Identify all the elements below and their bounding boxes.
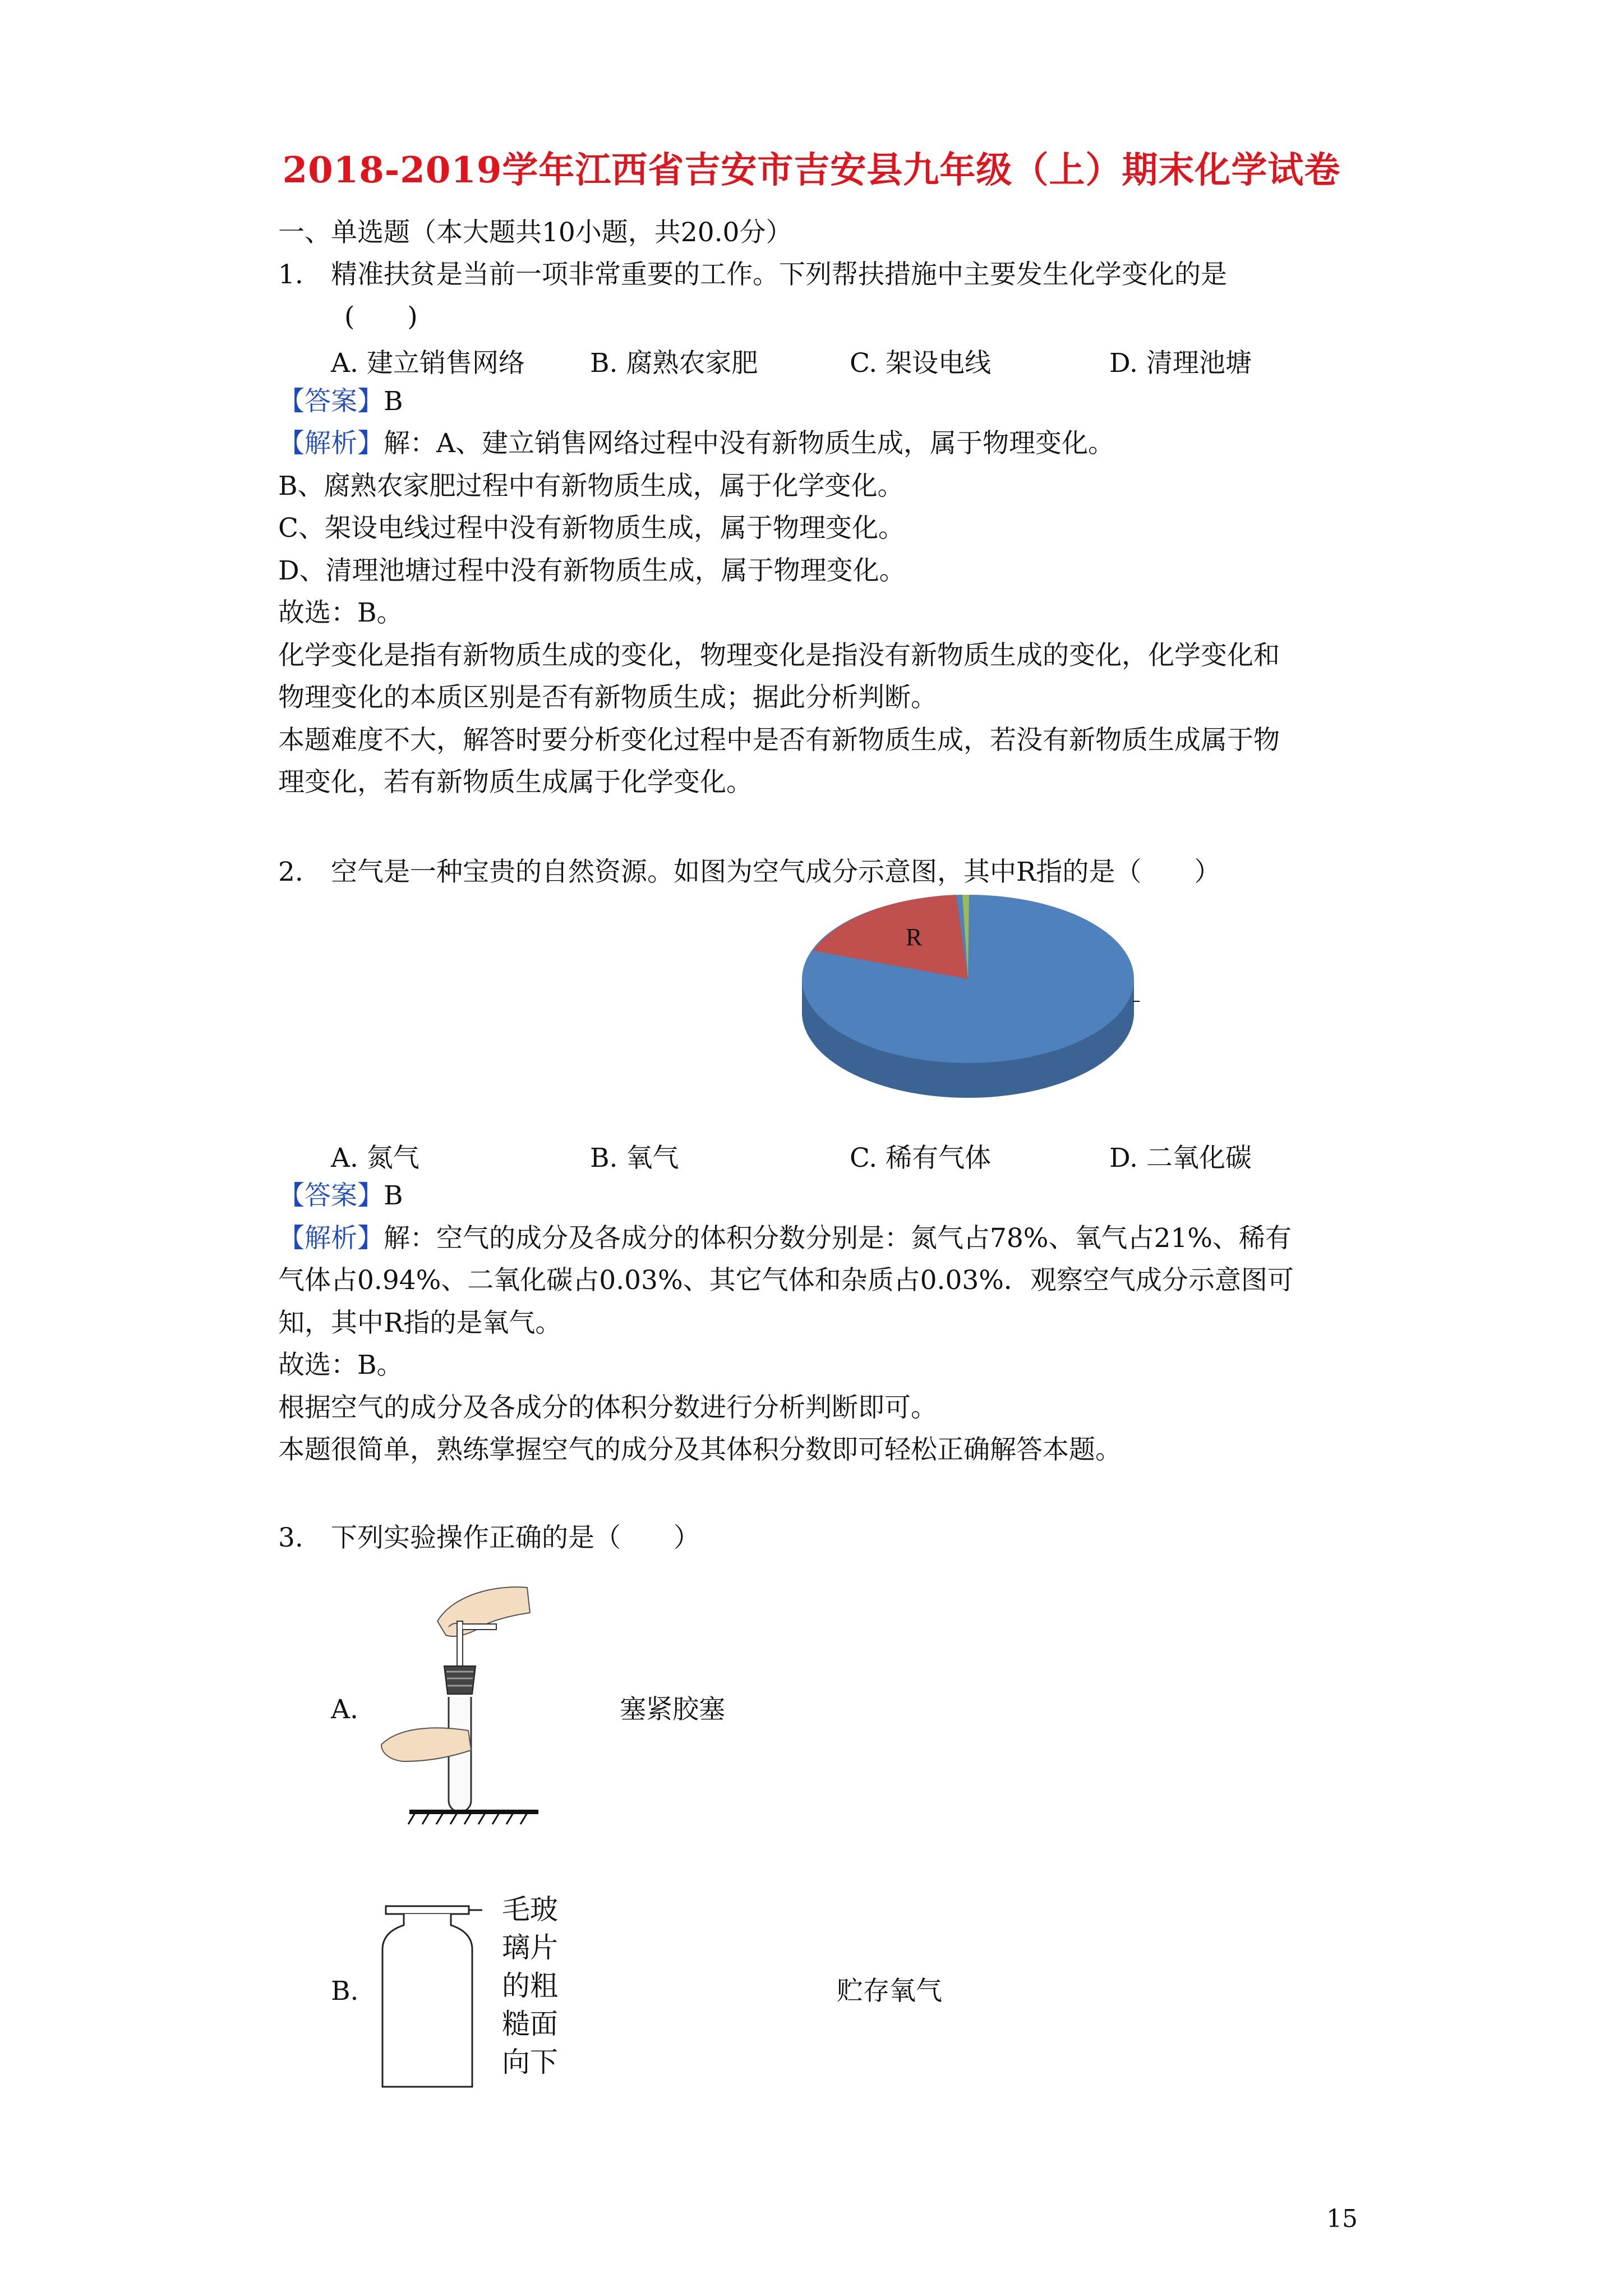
q3-option-a-letter: A. (331, 1694, 358, 1725)
q1-analysis-line: 理变化，若有新物质生成属于化学变化。 (278, 767, 753, 798)
q2-answer-row (278, 1179, 403, 1213)
q2-number: 2. (278, 857, 303, 887)
q3-option-a-text: 塞紧胶塞 (620, 1694, 725, 1725)
rubber-stopper-icon (444, 1666, 476, 1694)
q2-option-c: C. 稀有气体 (850, 1143, 992, 1174)
q2-analysis-row (278, 1222, 1292, 1255)
q1-analysis-row (278, 427, 1114, 461)
q1-option-b: B. 腐熟农家肥 (590, 348, 758, 379)
q3-option-b-letter: B. (331, 1976, 359, 2007)
annotation-line: 向下 (502, 2046, 558, 2078)
answer-label: 【答案】 (278, 1180, 384, 1211)
q2-analysis-line: 故选：B。 (278, 1350, 403, 1381)
q1-analysis-line: 物理变化的本质区别是否有新物质生成；据此分析判断。 (278, 682, 937, 713)
q2-analysis-line: 本题很简单，熟练掌握空气的成分及其体积分数即可轻松正确解答本题。 (278, 1434, 1122, 1465)
page-title: 2018-2019学年江西省吉安市吉安县九年级（上）期末化学试卷 (282, 149, 1341, 191)
q1-analysis-line: 化学变化是指有新物质生成的变化，物理变化是指没有新物质生成的变化，化学变化和 (278, 640, 1280, 671)
gas-jar-icon (382, 1914, 472, 2087)
q1-analysis-line: 故选：B。 (278, 597, 403, 628)
pie-label-r: R (906, 923, 923, 951)
glass-tube (457, 1621, 463, 1666)
q3-number: 3. (278, 1522, 303, 1553)
q1-analysis-line: 本题难度不大，解答时要分析变化过程中是否有新物质生成，若没有新物质生成属于物 (278, 725, 1280, 756)
q2-answer: B (384, 1180, 403, 1211)
q2-analysis-line: 知，其中R指的是氧气。 (278, 1308, 562, 1338)
q1-analysis-line: C、架设电线过程中没有新物质生成，属于物理变化。 (278, 513, 905, 544)
answer-label: 【答案】 (278, 386, 384, 417)
q1-answer: B (384, 386, 403, 417)
glass-tube-bend (463, 1624, 496, 1630)
q1-analysis-line: D、清理池塘过程中没有新物质生成，属于物理变化。 (278, 555, 906, 586)
analysis-label: 【解析】 (278, 428, 384, 459)
q2-stem: 空气是一种宝贵的自然资源。如图为空气成分示意图，其中R指的是（ ） (331, 857, 1221, 887)
air-composition-pie-chart (796, 889, 1144, 1125)
annotation-line: 糙面 (502, 2008, 558, 2040)
annotation-line: 毛玻 (502, 1893, 558, 1926)
q2-analysis-line: 解：空气的成分及各成分的体积分数分别是：氮气占78%、氧气占21%、稀有 (384, 1223, 1292, 1254)
q1-number: 1. (278, 259, 303, 290)
q2-option-a: A. 氮气 (331, 1143, 419, 1174)
analysis-label: 【解析】 (278, 1223, 384, 1254)
glass-plate-icon (386, 1906, 469, 1914)
table-hatch (408, 1813, 527, 1824)
annotation-line: 的粗 (502, 1970, 558, 2002)
q3-stem: 下列实验操作正确的是（ ） (331, 1522, 700, 1553)
gas-jar-annotation (502, 1890, 558, 2081)
q2-analysis-line: 根据空气的成分及各成分的体积分数进行分析判断即可。 (278, 1392, 937, 1423)
stopper-insertion-figure (370, 1582, 561, 1846)
q1-analysis-line: B、腐熟农家肥过程中有新物质生成，属于化学变化。 (278, 471, 904, 501)
q2-option-b: B. 氧气 (590, 1143, 679, 1174)
q2-analysis-line: 气体占0.94%、二氧化碳占0.03%、其它气体和杂质占0.03%．观察空气成分示意图可 (278, 1265, 1294, 1296)
q1-analysis-line: 解：A、建立销售网络过程中没有新物质生成，属于物理变化。 (384, 428, 1114, 459)
q3-option-b-text: 贮存氧气 (837, 1976, 942, 2007)
q1-option-c: C. 架设电线 (850, 348, 992, 379)
annotation-line: 璃片 (502, 1931, 558, 1964)
q1-option-a: A. 建立销售网络 (331, 348, 525, 379)
q1-paren: ( ) (344, 301, 418, 332)
q1-answer-row (278, 385, 403, 418)
q1-stem: 精准扶贫是当前一项非常重要的工作。下列帮扶措施中主要发生化学变化的是 (331, 259, 1227, 290)
q2-option-d: D. 二氧化碳 (1109, 1143, 1252, 1174)
gas-jar-figure (370, 1896, 482, 2098)
section-header: 一、单选题（本大题共10小题，共20.0分） (278, 217, 792, 248)
page-number: 15 (1326, 2205, 1358, 2233)
q1-option-d: D. 清理池塘 (1109, 348, 1252, 379)
